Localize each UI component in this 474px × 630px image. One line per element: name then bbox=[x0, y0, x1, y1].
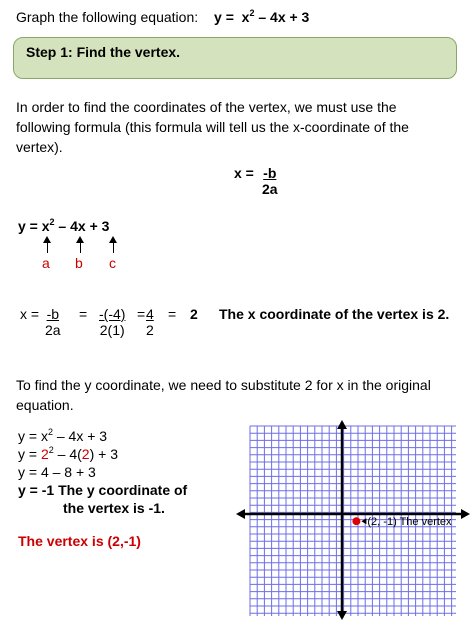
vertex-point-label: (2, -1) The vertex bbox=[367, 516, 452, 529]
problem-prompt: Graph the following equation: bbox=[16, 9, 199, 25]
abc-equation: $y = x^2 - 4x + 3$ bbox=[18, 217, 110, 234]
work-line-3: y = 4 – 8 + 3 bbox=[18, 464, 96, 480]
vertex-result: The vertex is (2,-1) bbox=[18, 533, 141, 549]
y-axis-up-arrow-icon bbox=[337, 420, 347, 429]
ycoord-line-2: equation. bbox=[16, 397, 74, 413]
intro-line-3: vertex). bbox=[16, 139, 63, 155]
calc-x-eq: x = bbox=[20, 306, 40, 322]
y-axis-down-arrow-icon bbox=[337, 611, 347, 620]
calc-f1-den: 2a bbox=[45, 322, 61, 339]
label-a: a bbox=[42, 255, 50, 271]
formula-lhs: x = bbox=[234, 165, 254, 181]
formula-numerator: -b bbox=[263, 165, 277, 181]
vertex-point bbox=[352, 517, 360, 525]
x-coordinate-statement: The x coordinate of the vertex is 2. bbox=[219, 306, 450, 322]
substitution-work bbox=[18, 427, 187, 517]
formula-denominator: 2a bbox=[262, 181, 278, 198]
calc-eq-2: = bbox=[137, 306, 146, 322]
work-line-5: the vertex is -1. bbox=[63, 500, 165, 516]
work-line-2: $y = 2^2 - 4(2) + 3$ bbox=[18, 445, 118, 462]
label-b: b bbox=[75, 255, 83, 271]
intro-line-2: following formula (this formula will tell us the x-coordinate of the bbox=[16, 119, 409, 135]
calc-eq-1: = bbox=[79, 306, 88, 322]
calc-f3-num: 4 bbox=[146, 306, 154, 322]
step-label: Step 1: Find the vertex. bbox=[26, 44, 181, 60]
ycoord-line-1: To find the y coordinate, we need to substitute 2 for x in the original bbox=[16, 377, 431, 393]
work-line-1: $y = x^2 - 4x + 3$ bbox=[18, 427, 108, 444]
intro-line-1: In order to find the coordinates of the vertex, we must use the bbox=[16, 99, 397, 115]
calc-result: 2 bbox=[190, 306, 198, 322]
work-line-4: y = -1 The y coordinate of bbox=[18, 482, 188, 498]
coordinate-grid bbox=[236, 420, 472, 620]
intro-paragraph bbox=[16, 97, 409, 157]
calc-fraction-1 bbox=[45, 306, 61, 338]
y-coordinate-paragraph bbox=[16, 375, 431, 415]
calc-f2-den: 2(1) bbox=[99, 322, 125, 339]
x-axis-left-arrow-icon bbox=[236, 509, 245, 519]
formula-fraction bbox=[262, 165, 278, 197]
label-c: c bbox=[109, 255, 116, 271]
calc-f3-den: 2 bbox=[146, 322, 154, 339]
calc-fraction-2 bbox=[99, 306, 125, 338]
calc-f2-num: -(-4) bbox=[99, 306, 126, 322]
calc-eq-3: = bbox=[168, 306, 177, 322]
calc-fraction-3 bbox=[146, 306, 154, 338]
calc-f1-num: -b bbox=[46, 306, 60, 322]
problem-heading bbox=[16, 9, 309, 25]
x-axis-right-arrow-icon bbox=[461, 509, 470, 519]
problem-equation: $y = x^2 - 4x + 3$ bbox=[214, 8, 310, 25]
